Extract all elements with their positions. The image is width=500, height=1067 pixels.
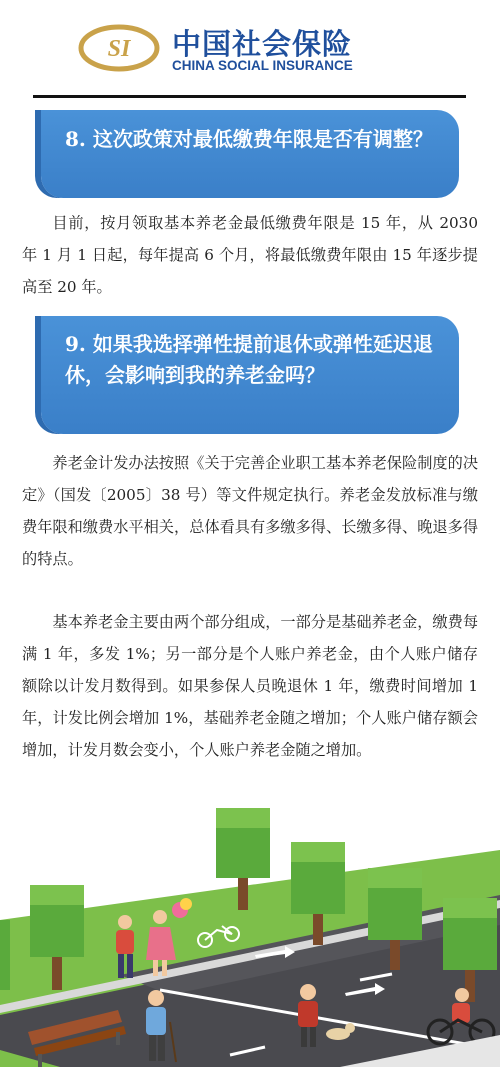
logo-title-cn: 中国社会保险 — [172, 27, 353, 61]
answer-9-paragraph-2: 基本养老金主要由两个部分组成，一部分是基础养老金，缴费每满 1 年，多发 1%；另一部分是个人账户养老金，由个人账户储存额除以计发月数得到。如果参保人员晚退休 1 年，缴费时间增加 1 年，计发比例会增加 1%，基础养老金随之增加；个人账户储存额会增加，计发月数会变小，个人账户养老金随之增加。 — [22, 613, 478, 759]
social-insurance-logo-icon — [78, 22, 160, 74]
logo-title-en: CHINA SOCIAL INSURANCE — [172, 58, 353, 73]
answer-9-paragraph-1: 养老金计发办法按照《关于完善企业职工基本养老保险制度的决定》（国发〔2005〕38 号）等文件规定执行。养老金发放标准与缴费年限和缴费水平相关，总体看具有多缴多得、长缴多得、晚退多得的特点。 — [22, 454, 478, 568]
tree — [0, 920, 10, 990]
question-8-heading: 8. 这次政策对最低缴费年限是否有调整？ — [41, 110, 459, 198]
logo-mark-text: SI — [107, 36, 131, 62]
header — [0, 0, 500, 90]
answer-8-paragraph: 目前，按月领取基本养老金最低缴费年限是 15 年，从 2030 年 1 月 1 日起，每年提高 6 个月，将最低缴费年限由 15 年逐步提高至 20 年。 — [22, 214, 478, 296]
question-9-heading: 9. 如果我选择弹性提前退休或弹性延迟退休，会影响到我的养老金吗？ — [41, 316, 459, 434]
header-divider — [33, 95, 466, 98]
street-scene-illustration — [0, 800, 500, 1067]
